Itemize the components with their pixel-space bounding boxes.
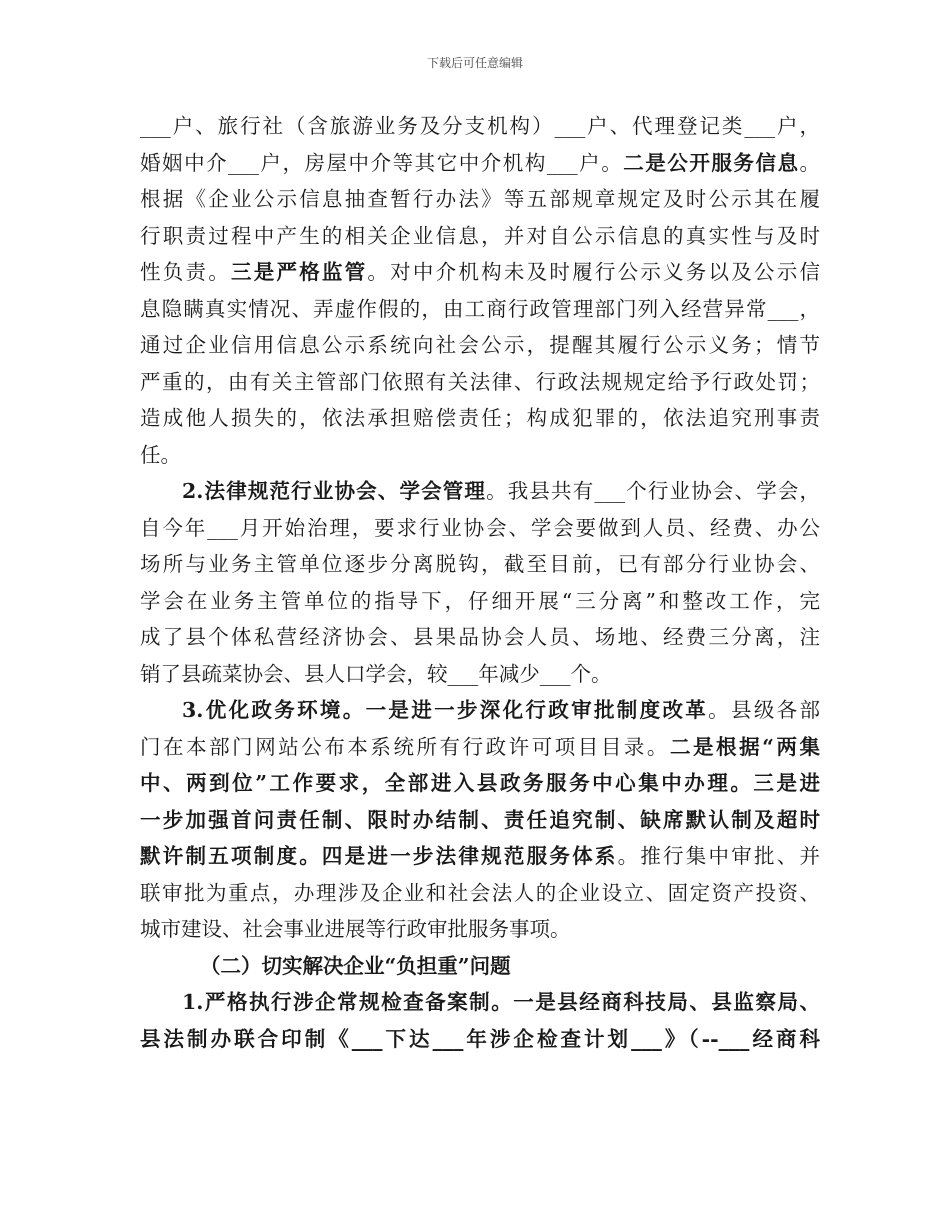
bold-point: 一步加强首问责任制、限时办结制、责任追究制、缺席默认制及超时 bbox=[140, 807, 820, 832]
paragraph-heading: 1.严格执行涉企常规检查备案制。 bbox=[182, 990, 514, 1014]
text-line bbox=[140, 984, 820, 1021]
text-line: 学会在业务主管单位的指导下，仔细开展“三分离”和整改工作，完 bbox=[140, 588, 820, 613]
text-line: 息隐瞒真实情况、弄虚作假的，由工商行政管理部门列入经营异常___， bbox=[140, 296, 820, 321]
text-line: 默许制五项制度。四是进一步法律规范服务体系。推行集中审批、并 bbox=[140, 844, 821, 868]
text-line: 造成他人损失的，依法承担赔偿责任；构成犯罪的，依法追究刑事责 bbox=[140, 406, 820, 430]
text-line bbox=[140, 1021, 820, 1058]
bold-point: 二是根据“两集 bbox=[669, 734, 820, 759]
text-line: 联审批为重点，办理涉及企业和社会法人的企业设立、固定资产投资、 bbox=[140, 880, 820, 905]
text-line: 门在本部门网站公布本系统所有行政许可项目目录。二是根据“两集 bbox=[140, 734, 820, 759]
text-line bbox=[140, 802, 820, 839]
text-line: 通过企业信用信息公示系统向社会公示，提醒其履行公示义务；情节 bbox=[140, 333, 820, 357]
paragraph-government-environment bbox=[140, 692, 820, 948]
text-line: 自今年___月开始治理，要求行业协会、学会要做到人员、经费、办公 bbox=[140, 515, 820, 540]
bold-point: 二是公开服务信息 bbox=[623, 150, 800, 175]
text-line: 严重的，由有关主管部门依照有关法律、行政法规规定给予行政处罚； bbox=[140, 369, 820, 394]
text-line: 销了县疏菜协会、县人口学会，较___年减少___个。 bbox=[140, 661, 612, 686]
bold-point: 默许制五项制度。四是进一步法律规范服务体系 bbox=[140, 844, 618, 868]
paragraph-heading: 2.法律规范行业协会、学会管理 bbox=[182, 479, 487, 503]
text-line: 2.法律规范行业协会、学会管理。我县共有___个行业协会、学会， bbox=[182, 479, 820, 503]
text-line: 行职责过程中产生的相关企业信息，并对自公示信息的真实性与及时 bbox=[140, 223, 820, 248]
page-header: 下载后可任意编辑 bbox=[426, 56, 523, 70]
bold-point: 中、两到位”工作要求，全部进入县政务服务中心集中办理。三是进 bbox=[140, 771, 820, 795]
bold-point: 一是县经商科技局、县监察局、 bbox=[513, 990, 820, 1014]
text-line: 城市建设、社会事业进展等行政审批服务事项。 bbox=[140, 917, 571, 941]
paragraph-intermediary-services bbox=[140, 108, 820, 473]
text-line: ___户、旅行社（含旅游业务及分支机构）___户、代理登记类___户， bbox=[140, 114, 820, 138]
text-line bbox=[140, 765, 820, 802]
bold-point: 县法制办联合印制《___下达___年涉企检查计划___》（--___经商科 bbox=[140, 1026, 820, 1051]
text-line: 成了县个体私营经济协会、县果品协会人员、场地、经费三分离，注 bbox=[140, 625, 820, 649]
paragraph-inspection-filing bbox=[140, 984, 820, 1057]
paragraph-heading: 3.优化政务环境。一是进一步深化行政审批制度改革 bbox=[182, 698, 709, 722]
text-line: 性负责。三是严格监管。对中介机构未及时履行公示义务以及公示信 bbox=[140, 260, 821, 284]
paragraph-associations bbox=[140, 473, 820, 692]
text-line: 根据《企业公示信息抽查暂行办法》等五部规章规定及时公示其在履 bbox=[140, 187, 820, 211]
bold-point: 三是严格监管 bbox=[230, 260, 368, 284]
text-line: 场所与业务主管单位逐步分离脱钩，截至目前，已有部分行业协会、 bbox=[140, 552, 820, 576]
text-line: 任。 bbox=[140, 442, 181, 467]
document-body bbox=[140, 108, 820, 1057]
text-line: 3.优化政务环境。一是进一步深化行政审批制度改革。县级各部 bbox=[182, 698, 821, 722]
section-heading: （二）切实解决企业“负担重”问题 bbox=[200, 953, 511, 978]
text-line: 婚姻中介___户，房屋中介等其它中介机构___户。二是公开服务信息。 bbox=[140, 150, 821, 175]
